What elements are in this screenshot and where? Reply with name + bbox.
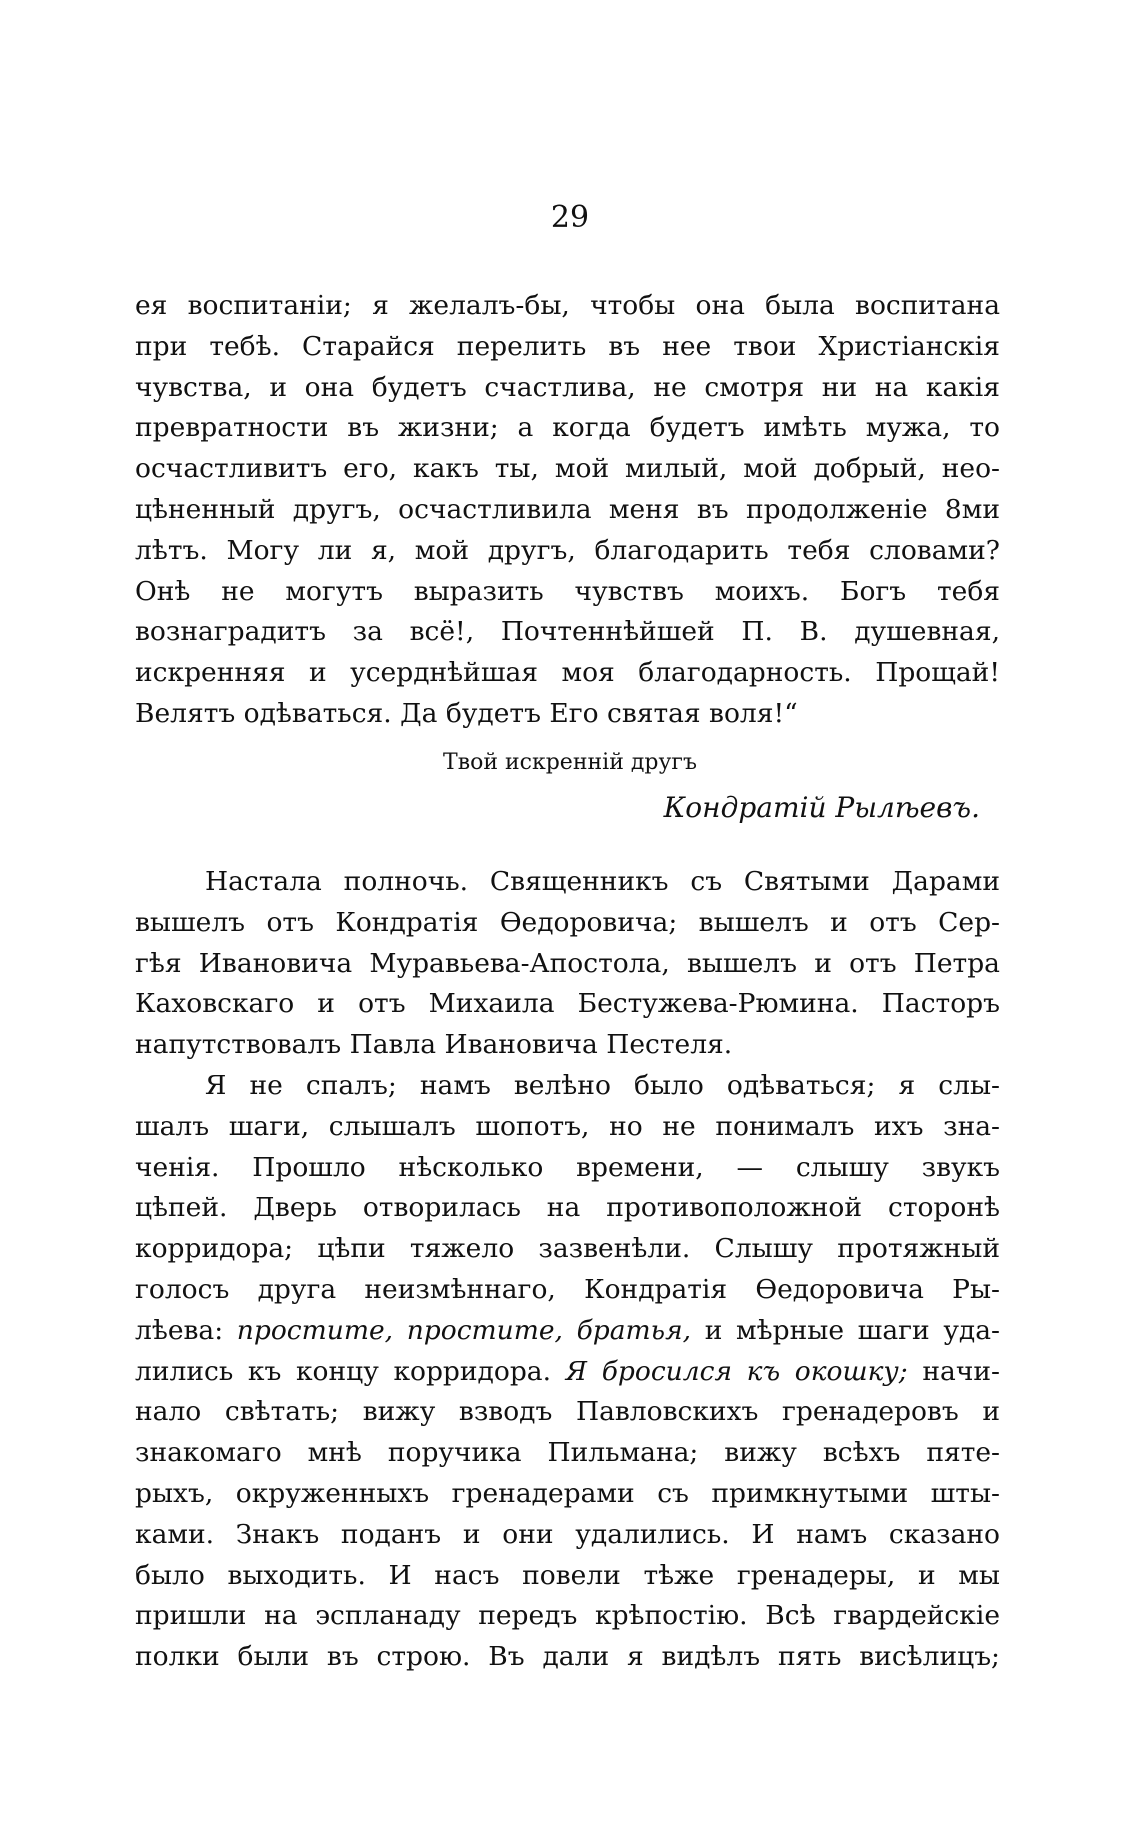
- paragraph: [135, 862, 1000, 1066]
- text-line: Я не спалъ; намъ велѣно было одѣваться; я слы-: [205, 1070, 1000, 1101]
- text-line: чувства, и она будетъ счастлива, не смотря ни на какія: [135, 371, 1000, 403]
- text-line: ками. Знакъ поданъ и они удалились. И намъ сказано: [135, 1518, 1000, 1550]
- text-line: цѣпей. Дверь отворилась на противоположной сторонѣ: [135, 1192, 1000, 1224]
- text-line: превратности въ жизни; а когда будетъ имѣть мужа, то: [135, 412, 1000, 444]
- text-line-with-italic: [135, 1311, 1000, 1352]
- text-line: вышелъ отъ Кондратія Ѳедоровича; вышелъ и отъ Сер-: [135, 906, 1000, 938]
- letter-signature: Кондратій Рылѣевъ.: [663, 791, 980, 824]
- page-number: 29: [550, 200, 590, 235]
- text-line: шалъ шаги, слышалъ шопотъ, но не понималъ ихъ зна-: [135, 1110, 1000, 1142]
- text-line: осчастливитъ его, какъ ты, мой милый, мой добрый, нео-: [135, 453, 1000, 485]
- text-line: при тебѣ. Старайся перелить въ нее твои Христіанскія: [135, 330, 1000, 362]
- text-line: напутствовалъ Павла Ивановича Пестеля.: [135, 1029, 733, 1061]
- text-line: Настала полночь. Священникъ съ Святыми Дарами: [205, 866, 1000, 897]
- text-run: лѣева:: [135, 1314, 237, 1346]
- text-line: голосъ друга неизмѣннаго, Кондратія Ѳедоровича Ры-: [135, 1273, 1000, 1305]
- paragraph: [135, 1066, 1000, 1678]
- text-run: и мѣрные шаги уда-: [691, 1314, 1000, 1346]
- text-line: рыхъ, окруженныхъ гренадерами съ примкнутыми шты-: [135, 1477, 1000, 1509]
- text-line: Велятъ одѣваться. Да будетъ Его святая воля!“: [135, 697, 798, 729]
- text-line: нало свѣтать; вижу взводъ Павловскихъ гренадеровъ и: [135, 1396, 1000, 1428]
- text-line: искренняя и усерднѣйшая моя благодарность. Прощай!: [135, 657, 1000, 689]
- italic-text: простите, простите, братья,: [236, 1314, 692, 1346]
- text-run: лились къ концу корридора.: [135, 1355, 566, 1387]
- text-line: гѣя Ивановича Муравьева-Апостола, вышелъ и отъ Петра: [135, 947, 1000, 979]
- text-line: было выходить. И насъ повели тѣже гренадеры, и мы: [135, 1559, 1000, 1591]
- text-line: Каховскаго и отъ Михаила Бестужева-Рюмина. Пасторъ: [135, 988, 1000, 1020]
- text-line: знакомаго мнѣ поручика Пильмана; вижу всѣхъ пяте-: [135, 1437, 1000, 1469]
- text-line: полки были въ строю. Въ дали я видѣлъ пять висѣлицъ;: [135, 1641, 1000, 1673]
- letter-signoff: Твой искренній другъ: [443, 750, 697, 775]
- text-line: пришли на эспланаду передъ крѣпостію. Всѣ гвардейскіе: [135, 1600, 1000, 1632]
- text-line: Онѣ не могутъ выразить чувствъ моихъ. Богъ тебя: [135, 575, 1000, 607]
- text-line: ченія. Прошло нѣсколько времени, — слышу звукъ: [135, 1151, 1000, 1183]
- text-line: лѣтъ. Могу ли я, мой другъ, благодарить тебя словами?: [135, 534, 1000, 566]
- text-line: цѣненный другъ, осчастливила меня въ продолженіе 8ми: [135, 493, 1000, 525]
- letter-text: [135, 286, 1000, 735]
- text-line: вознаградитъ за всё!, Почтеннѣйшей П. В. душевная,: [135, 616, 1000, 648]
- text-line: корридора; цѣпи тяжело зазвенѣли. Слышу протяжный: [135, 1233, 1000, 1265]
- text-line: ея воспитаніи; я желалъ-бы, чтобы она была воспитана: [135, 290, 1000, 321]
- text-line-with-italic: [135, 1352, 1000, 1393]
- italic-text: Я бросился къ окошку;: [565, 1355, 908, 1387]
- text-run: начи-: [907, 1355, 1000, 1387]
